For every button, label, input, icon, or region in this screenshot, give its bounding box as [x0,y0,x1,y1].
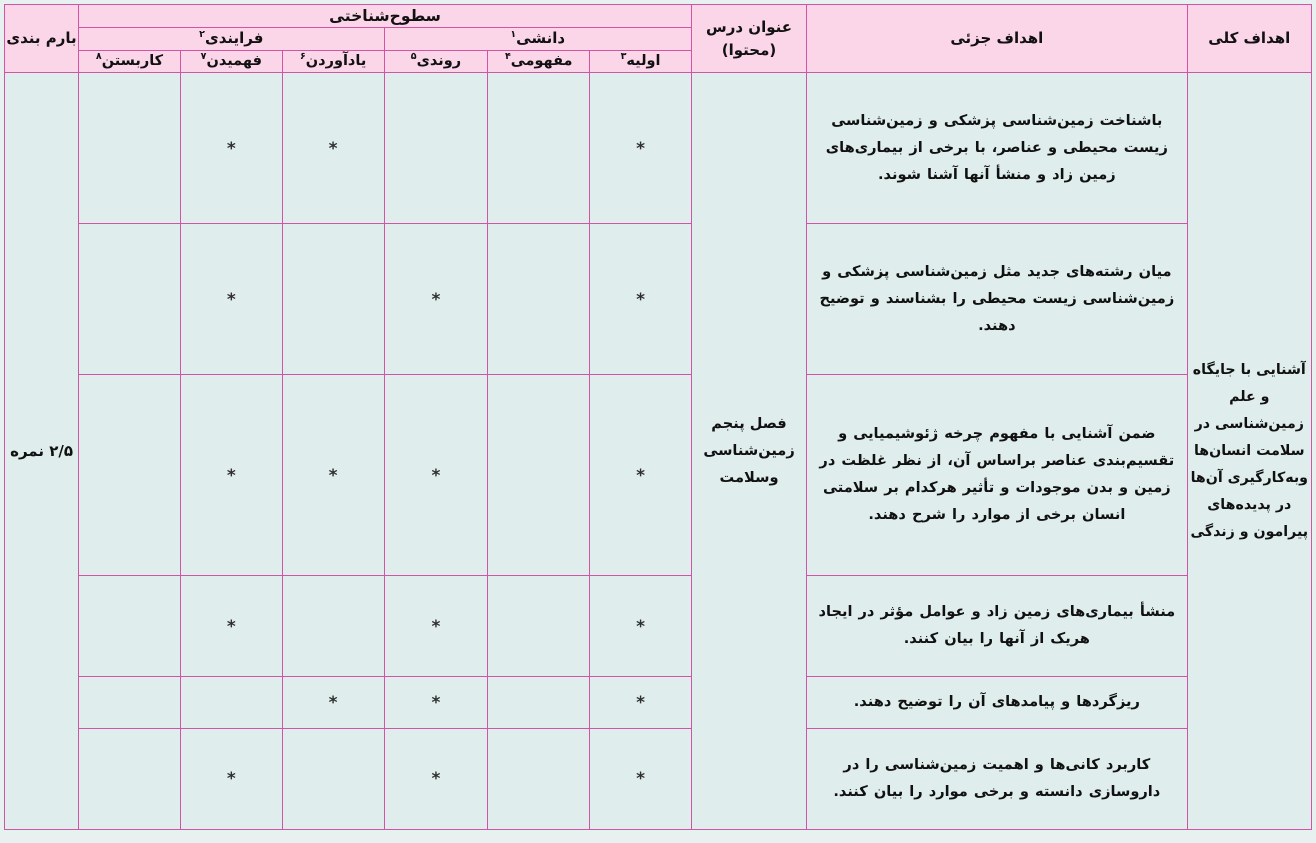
mark-avalieh [590,73,692,224]
header-subgroup-process-label: فرایندی [204,29,264,48]
header-level-yadavardan-footnote: ۶ [299,51,306,63]
header-level-fahmidan-footnote: ۷ [200,51,207,63]
header-general-goals: اهداف کلی [1187,5,1311,73]
mark-fahmidan [180,224,282,375]
mark-fahmidan [180,575,282,676]
header-level-avalieh-footnote: ۳ [620,51,627,63]
mark-fahmidan [180,728,282,829]
mark-karbastan [79,677,181,729]
header-level-karbastan-label: کاربستن [101,53,164,70]
header-level-fahmidan-label: فهمیدن [206,53,262,70]
mark-star: * [431,692,441,713]
mark-star: * [431,465,441,486]
mark-fahmidan [180,73,282,224]
header-partial-goals: اهداف جزئی [807,5,1187,73]
mark-karbastan [79,575,181,676]
header-level-yadavardan-label: یادآوردن [305,53,367,70]
mark-mafhoomi [488,677,590,729]
table-row [5,728,1312,829]
mark-star: * [636,138,645,159]
header-level-avalieh-label: اولیه [626,53,661,70]
mark-star: * [328,692,338,713]
table-row [5,73,1312,224]
lesson-title-cell: فصل پنجم زمین‌شناسی وسلامت [691,73,806,830]
header-row-1 [5,5,1312,28]
header-level-karbastan [79,51,181,73]
mark-star: * [636,465,645,486]
header-level-fahmidan [180,51,282,73]
mark-ravandi [384,728,488,829]
header-level-mafhoomi-footnote: ۴ [504,51,511,63]
score-cell: ۲/۵ نمره [5,73,79,830]
table-row [5,224,1312,375]
header-level-ravandi-label: روندی [416,53,462,70]
mark-star: * [431,616,441,637]
mark-ravandi [384,73,488,224]
mark-yadavardan [282,224,384,375]
mark-ravandi [384,575,488,676]
table-header [5,5,1312,73]
mark-star: * [328,465,338,486]
header-subgroup-knowledge [384,28,691,51]
educational-goals-table [4,4,1312,830]
header-lesson-title: عنوان درس (محتوا) [691,5,806,73]
mark-avalieh [590,575,692,676]
objective-cell: ضمن آشنایی با مفهوم چرخه ژئوشیمیایی و تقسیم‌بندی عناصر براساس آن، از نظر غلظت در زمین و بدن موجودات و تأثیر هرکدام بر سلامتی انسان برخی از موارد را شرح دهند. [807,375,1187,576]
mark-karbastan [79,73,181,224]
mark-star: * [431,289,441,310]
mark-star: * [636,692,645,713]
mark-ravandi [384,224,488,375]
header-score: بارم بندی [5,5,79,73]
mark-avalieh [590,728,692,829]
table-body [5,73,1312,830]
objective-cell: کاربرد کانی‌ها و اهمیت زمین‌شناسی را در داروسازی دانسته و برخی موارد را بیان کنند. [807,728,1187,829]
mark-ravandi [384,375,488,576]
mark-star: * [226,616,236,637]
mark-mafhoomi [488,73,590,224]
mark-star: * [226,769,236,790]
header-level-ravandi-footnote: ۵ [410,51,417,63]
table-row [5,677,1312,729]
mark-star: * [328,138,338,159]
table-row [5,575,1312,676]
header-level-mafhoomi-label: مفهومی [510,53,573,70]
mark-fahmidan [180,677,282,729]
objective-cell: میان رشته‌های جدید مثل زمین‌شناسی پزشکی و زمین‌شناسی زیست محیطی را بشناسند و توضیح دهند. [807,224,1187,375]
mark-karbastan [79,224,181,375]
mark-star: * [636,289,645,310]
mark-yadavardan [282,375,384,576]
mark-mafhoomi [488,728,590,829]
header-level-ravandi [384,51,488,73]
mark-avalieh [590,677,692,729]
mark-yadavardan [282,677,384,729]
table-row [5,375,1312,576]
mark-mafhoomi [488,224,590,375]
mark-star: * [226,289,236,310]
mark-star: * [636,769,645,790]
mark-yadavardan [282,73,384,224]
mark-fahmidan [180,375,282,576]
header-subgroup-process-footnote: ۲ [199,29,205,41]
mark-ravandi [384,677,488,729]
general-goal-cell: آشنایی با جایگاه و علم زمین‌شناسی در سلامت انسان‌ها وبه‌کارگیری آن‌ها در پدیده‌های پیرامون و زندگی [1187,73,1311,830]
mark-karbastan [79,375,181,576]
objective-cell: منشأ بیماری‌های زمین زاد و عوامل مؤثر در ایجاد هریک از آنها را بیان کنند. [807,575,1187,676]
mark-star: * [226,138,236,159]
header-level-avalieh [590,51,692,73]
header-subgroup-knowledge-footnote: ۱ [510,29,517,41]
mark-avalieh [590,375,692,576]
mark-star: * [226,465,236,486]
mark-mafhoomi [488,575,590,676]
mark-yadavardan [282,728,384,829]
mark-star: * [431,769,441,790]
header-level-mafhoomi [488,51,590,73]
mark-mafhoomi [488,375,590,576]
mark-star: * [636,616,645,637]
header-level-yadavardan [282,51,384,73]
mark-avalieh [590,224,692,375]
objective-cell: باشناخت زمین‌شناسی پزشکی و زمین‌شناسی زیست محیطی و عناصر، با برخی از بیماری‌های زمین زاد و منشأ آنها آشنا شوند. [807,73,1187,224]
mark-karbastan [79,728,181,829]
objective-cell: ریزگردها و پیامدهای آن را توضیح دهند. [807,677,1187,729]
mark-yadavardan [282,575,384,676]
header-subgroup-knowledge-label: دانشی [516,29,566,48]
header-level-karbastan-footnote: ۸ [95,51,102,63]
header-cognitive-levels: سطوح‌شناختی [79,5,692,28]
header-subgroup-process [79,28,384,51]
